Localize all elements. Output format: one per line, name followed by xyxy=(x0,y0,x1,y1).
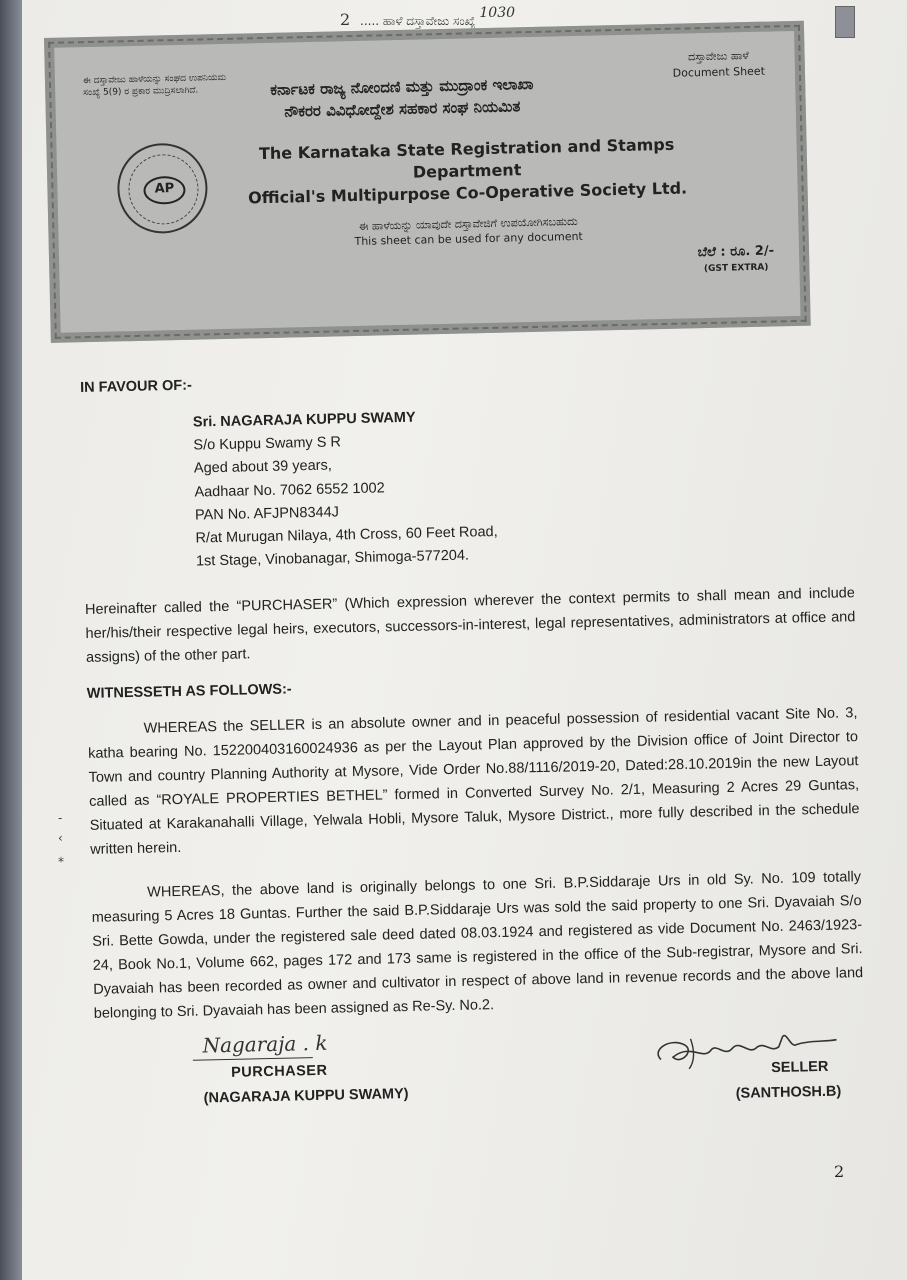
banner-english-title xyxy=(226,133,707,210)
address-line: 1st Stage, Vinobanagar, Shimoga-577204. xyxy=(195,547,470,570)
kn-title-line-2: ನೌಕರರ ವಿವಿಧೋದ್ದೇಶ ಸಹಕಾರ ಸಂಘ ನಿಯಮಿತ xyxy=(284,97,521,121)
banner-kannada-title xyxy=(270,73,534,123)
bylaw-line-1: ಈ ದಸ್ತಾವೇಜು ಹಾಳೆಯನ್ನು ಸಂಘದ ಉಪನಿಯಮ xyxy=(82,72,227,87)
page-tab-marker xyxy=(835,6,855,38)
stamp-banner xyxy=(44,21,811,343)
address-line: Aadhaar No. 7062 6552 1002 xyxy=(194,479,385,501)
doc-number-prefix: 2 xyxy=(340,10,351,29)
margin-marks: - ‹ ⁎ xyxy=(58,811,64,865)
seller-role: SELLER xyxy=(771,1059,829,1077)
price-note: (GST EXTRA) xyxy=(703,262,769,275)
address-line: R/at Murugan Nilaya, 4th Cross, 60 Feet Road, xyxy=(195,523,498,547)
seller-name: (SANTHOSH.B) xyxy=(735,1083,842,1103)
document-page xyxy=(22,0,907,1280)
page-edge-shadow xyxy=(0,0,22,1280)
seller-ownership-paragraph: WHEREAS the SELLER is an absolute owner and in peaceful possession of residential vacant Site No. 3, katha bearing No. 152200403160024936 as per the Layout Plan approved by the Division office of Joint Director to Town and country Planning Authority at Mysore, Vide Order No.88/1116/2019-20, Dated:28.10.2019in the new Layout called as “ROYALE PROPERTIES BETHEL” formed in Converted Survey No. 2/1, Measuring 2 Acres 29 Guntas, Situated at Karakanahalli Village, Yelwala Hobli, Mysore Taluk, Mysore District., more fully described in the schedule written herein. xyxy=(87,705,860,859)
doc-number-label: ..... ಹಾಳೆ ದಸ್ತಾವೇಜು ಸಂಖ್ಯೆ xyxy=(360,14,476,28)
land-history-paragraph: WHEREAS, the above land is originally belongs to one Sri. B.P.Siddaraje Urs in old Sy. No. 109 totally measuring 5 Acres 18 Guntas. Further the said B.P.Siddaraje Urs was sold the said property to one Sri. Dyavaiah S/o Sri. Bette Gowda, under the registered sale deed dated 08.03.1924 and registered as vide Document No. 2463/1923-24, Book No.1, Volume 662, pages 172 and 173 same is registered in the office of the Sub-registrar, Mysore and Sri. Dyavaiah has been recorded as owner and cultivator in respect of above land in revenue records and the above land belonging to Sri. Dyavaiah has been assigned as Re-Sy. No.2. xyxy=(91,869,864,1023)
doc-sheet-en: Document Sheet xyxy=(672,64,766,80)
purchaser-definition-paragraph: Hereinafter called the “PURCHASER” (Which expression wherever the context permits to shall mean and include her/his/their respective legal heirs, executors, successors-in-interest, legal representatives, administrators at office and assigns) of the other part. xyxy=(84,585,856,667)
purchaser-signature-line xyxy=(193,1058,313,1062)
price-value: ಬೆಲೆ : ರೂ. 2/- xyxy=(697,243,775,261)
witnesseth-heading: WITNESSETH AS FOLLOWS:- xyxy=(86,681,292,703)
purchaser-address-block xyxy=(193,397,854,574)
doc-number-handwritten: 1030 xyxy=(479,5,516,21)
address-line: Aged about 39 years, xyxy=(193,457,332,477)
usage-note-en: This sheet can be used for any document xyxy=(354,229,583,249)
purchaser-name: (NAGARAJA KUPPU SWAMY) xyxy=(203,1086,409,1107)
document-number-line xyxy=(340,5,516,29)
signature-row xyxy=(94,1021,866,1128)
en-title-line-1: The Karnataka State Registration and Stamps Department xyxy=(258,134,675,182)
address-line: Sri. NAGARAJA KUPPU SWAMY xyxy=(192,409,416,431)
usage-note-kn: ಈ ಹಾಳೆಯನ್ನು ಯಾವುದೇ ದಸ್ತಾವೇಜಿಗೆ ಉಪಯೋಗಿಸಬಹುದು xyxy=(358,214,578,233)
purchaser-role: PURCHASER xyxy=(230,1063,328,1082)
address-line: S/o Kuppu Swamy S R xyxy=(193,434,342,454)
doc-sheet-kn: ದಸ್ತಾವೇಜು ಹಾಳೆ xyxy=(687,49,749,64)
in-favour-heading: IN FAVOUR OF:- xyxy=(80,377,193,396)
address-line: PAN No. AFJPN8344J xyxy=(194,504,340,524)
purchaser-signature: Nagaraja . k xyxy=(202,1031,328,1058)
deed-content xyxy=(80,363,866,1128)
kn-title-line-1: ಕರ್ನಾಟಕ ರಾಜ್ಯ ನೋಂದಣಿ ಮತ್ತು ಮುದ್ರಾಂಕ ಇಲಾಖಾ xyxy=(270,74,534,99)
banner-usage-note xyxy=(298,213,639,251)
seal-text: AP xyxy=(143,176,186,205)
banner-price xyxy=(697,243,774,277)
banner-bylaw-note xyxy=(83,72,227,99)
en-title-line-2: Official's Multipurpose Co-Operative Society Ltd. xyxy=(247,178,688,208)
document-sheet-label xyxy=(672,48,765,82)
bylaw-line-2: ಸಂಖ್ಯೆ 5(9) ರ ಪ್ರಕಾರ ಮುದ್ರಿಸಲಾಗಿದೆ. xyxy=(83,85,199,99)
society-seal-icon xyxy=(116,142,208,234)
page-number: 2 xyxy=(834,1162,845,1181)
